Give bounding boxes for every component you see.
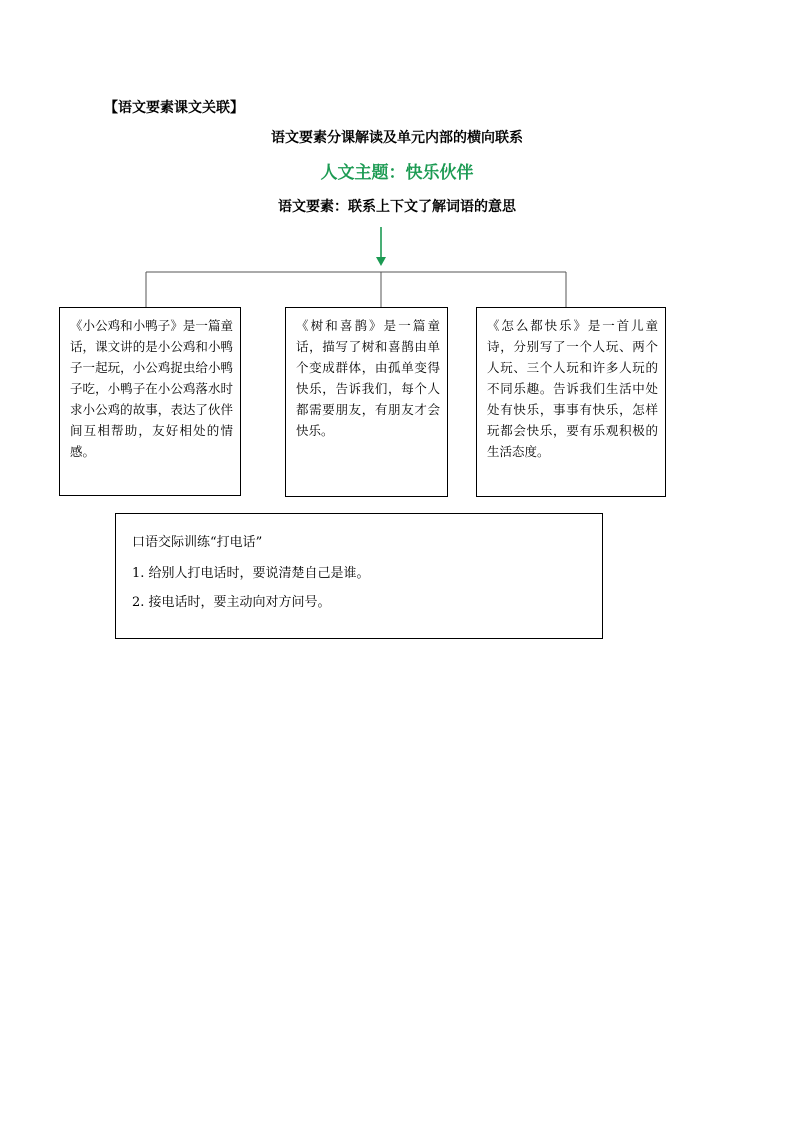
language-element: 语文要素：联系上下文了解词语的意思: [278, 199, 516, 215]
theme-title: 人文主题：快乐伙伴: [320, 163, 474, 183]
section-title: 【语文要素课文关联】: [104, 100, 244, 116]
down-arrow-head: [376, 257, 386, 266]
oral-training-item-2: 2. 接电话时，要主动向对方问号。: [132, 595, 331, 610]
oral-training-box: [115, 513, 603, 639]
lesson-box-2: [285, 307, 448, 497]
lesson-text: 《小公鸡和小鸭子》是一篇童话，课文讲的是小公鸡和小鸭子一起玩，小公鸡捉虫给小鸭子吃，小鸭子在小公鸡落水时求小公鸡的故事，表达了伙伴间互相帮助，友好相处的情感。: [70, 318, 233, 459]
connector-diagram: [0, 0, 794, 320]
oral-training-item-1: 1. 给别人打电话时，要说清楚自己是谁。: [132, 566, 370, 581]
lesson-text: 《树和喜鹊》是一篇童话，描写了树和喜鹊由单个变成群体，由孤单变得快乐，告诉我们，每个人都需要朋友，有朋友才会快乐。: [296, 318, 440, 438]
lesson-box-1: [59, 307, 241, 496]
subtitle: 语文要素分课解读及单元内部的横向联系: [271, 130, 523, 146]
lesson-text: 《怎么都快乐》是一首儿童诗，分别写了一个人玩、两个人玩、三个人玩和许多人玩的不同乐趣。告诉我们生活中处处有快乐，事事有快乐，怎样玩都会快乐，要有乐观积极的生活态度。: [487, 318, 658, 459]
lesson-box-3: [476, 307, 666, 497]
oral-training-title: 口语交际训练“打电话”: [132, 535, 263, 550]
